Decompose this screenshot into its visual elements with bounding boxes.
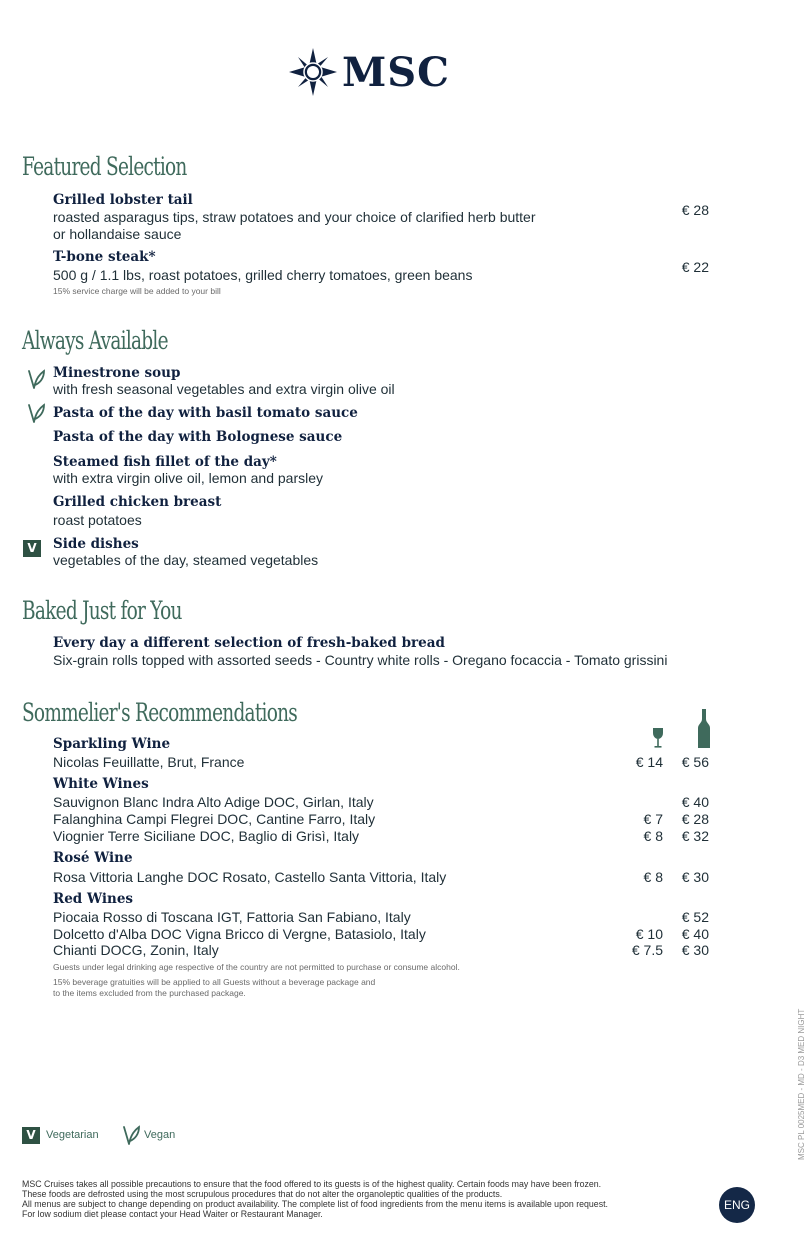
vegan-icon (26, 368, 46, 390)
vegetarian-legend-label: Vegetarian (46, 1129, 99, 1141)
vegetarian-icon: V (23, 540, 41, 557)
msc-logo (288, 46, 450, 98)
item-name-bread: Every day a different selection of fresh-baked bread (53, 635, 445, 651)
section-title-always: Always Available (22, 326, 168, 355)
wine-group-sparkling: Sparkling Wine (53, 736, 171, 752)
wine-glass-price: € 8 (643, 828, 663, 844)
wine-name: Rosa Vittoria Langhe DOC Rosato, Castello Santa Vittoria, Italy (53, 869, 447, 885)
footer-line-1: MSC Cruises takes all possible precautions to ensure that the food offered to its guests is of the highest quality. Certain foods may have been frozen. (22, 1179, 602, 1189)
wine-name: Sauvignon Blanc Indra Alto Adige DOC, Girlan, Italy (53, 794, 374, 810)
wine-glass-price: € 10 (635, 926, 663, 942)
item-desc-chicken: roast potatoes (53, 512, 142, 528)
wine-name: Viognier Terre Siciliane DOC, Baglio di Grisì, Italy (53, 828, 360, 844)
wine-bottle-price: € 56 (681, 754, 709, 770)
brand-name: MSC (342, 48, 450, 96)
wine-bottle-price: € 30 (681, 869, 709, 885)
wine-bottle-price: € 28 (681, 811, 709, 827)
item-desc-minestrone: with fresh seasonal vegetables and extra virgin olive oil (53, 381, 395, 397)
gratuity-note-1: 15% beverage gratuities will be applied to all Guests without a beverage package and (53, 977, 376, 987)
item-desc-lobster-1: roasted asparagus tips, straw potatoes and your choice of clarified herb butter (53, 209, 536, 225)
vegan-legend-icon (121, 1124, 141, 1146)
item-name-pasta-tomato: Pasta of the day with basil tomato sauce (53, 405, 358, 421)
wine-name: Nicolas Feuillatte, Brut, France (53, 754, 245, 770)
wine-bottle-price: € 40 (681, 926, 709, 942)
gratuity-note-2: to the items excluded from the purchased package. (53, 988, 246, 998)
wine-glass-price: € 8 (643, 869, 663, 885)
language-badge[interactable]: ENG (719, 1187, 755, 1223)
wine-name: Chianti DOCG, Zonin, Italy (53, 942, 219, 958)
wine-bottle-icon (697, 709, 711, 749)
footer-line-4: For low sodium diet please contact your Head Waiter or Restaurant Manager. (22, 1209, 323, 1219)
item-price-tbone: € 22 (681, 259, 709, 275)
item-desc-side-dishes: vegetables of the day, steamed vegetables (53, 552, 319, 568)
item-name-pasta-bolognese: Pasta of the day with Bolognese sauce (53, 429, 343, 445)
wine-bottle-price: € 32 (681, 828, 709, 844)
vegetarian-legend-icon: V (22, 1127, 40, 1144)
item-name-chicken: Grilled chicken breast (53, 494, 222, 510)
item-name-side-dishes: Side dishes (53, 536, 139, 552)
vegan-icon (26, 402, 46, 424)
wine-name: Dolcetto d'Alba DOC Vigna Bricco di Vergne, Batasiolo, Italy (53, 926, 426, 942)
wine-glass-icon (652, 727, 664, 749)
wine-bottle-price: € 52 (681, 909, 709, 925)
section-title-sommelier: Sommelier's Recommendations (22, 698, 298, 727)
wine-group-rose: Rosé Wine (53, 850, 133, 866)
item-name-lobster: Grilled lobster tail (53, 192, 193, 208)
compass-rose-icon (288, 47, 338, 97)
wine-glass-price: € 7.5 (631, 942, 663, 958)
wine-name: Piocaia Rosso di Toscana IGT, Fattoria San Fabiano, Italy (53, 909, 411, 925)
section-title-baked: Baked Just for You (22, 596, 182, 625)
footer-line-3: All menus are subject to change depending on product availability. The complete list of food ingredients from the menu items is available upon request. (22, 1199, 608, 1209)
wine-name: Falanghina Campi Flegrei DOC, Cantine Farro, Italy (53, 811, 376, 827)
drinking-age-note: Guests under legal drinking age respective of the country are not permitted to purchase or consume alcohol. (53, 962, 460, 972)
footer-line-2: These foods are defrosted using the most scrupulous procedures that do not alter the organoleptic qualities of the products. (22, 1189, 503, 1199)
item-name-fish: Steamed fish fillet of the day* (53, 454, 277, 470)
wine-bottle-price: € 40 (681, 794, 709, 810)
service-charge-note: 15% service charge will be added to your bill (53, 286, 221, 296)
item-desc-fish: with extra virgin olive oil, lemon and parsley (53, 470, 324, 486)
wine-glass-price: € 14 (635, 754, 663, 770)
document-code: MSC PL 0025MED - MD - D3 MED NIGHT (797, 1008, 806, 1160)
item-price-lobster: € 28 (681, 202, 709, 218)
wine-glass-price: € 7 (643, 811, 663, 827)
item-desc-tbone: 500 g / 1.1 lbs, roast potatoes, grilled cherry tomatoes, green beans (53, 267, 473, 283)
item-desc-bread: Six-grain rolls topped with assorted seeds - Country white rolls - Oregano focaccia - Tomato grissini (53, 652, 668, 668)
wine-group-red: Red Wines (53, 891, 134, 907)
item-name-minestrone: Minestrone soup (53, 365, 181, 381)
wine-bottle-price: € 30 (681, 942, 709, 958)
item-name-tbone: T-bone steak* (53, 249, 156, 265)
wine-group-white: White Wines (53, 776, 149, 792)
vegan-legend-label: Vegan (144, 1129, 176, 1141)
item-desc-lobster-2: or hollandaise sauce (53, 226, 182, 242)
section-title-featured: Featured Selection (22, 152, 187, 181)
